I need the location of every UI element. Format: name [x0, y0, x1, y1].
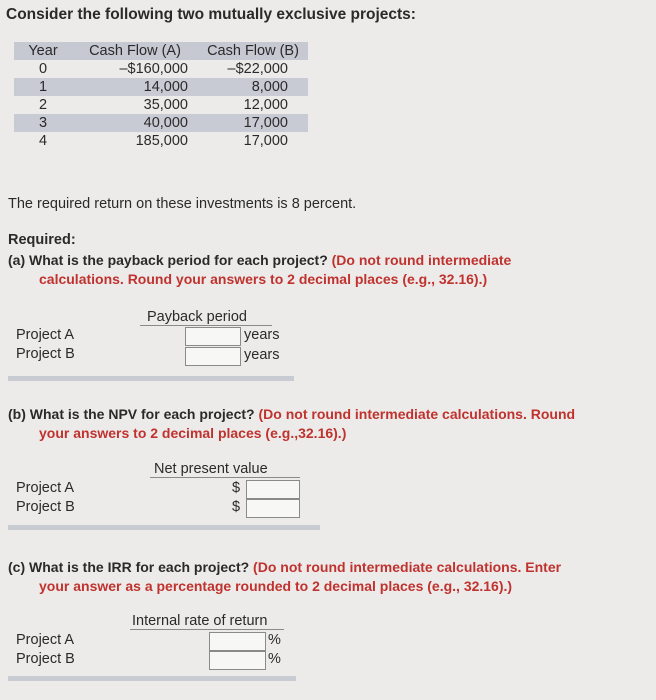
header-cash-flow-a: Cash Flow (A) — [72, 42, 198, 60]
header-underline — [140, 325, 272, 326]
irr-project-a-label: Project A — [16, 632, 75, 648]
question-a-text: What is the payback period for each project? — [29, 252, 328, 268]
table-row — [14, 96, 308, 114]
question-b-text: What is the NPV for each project? — [29, 406, 255, 422]
question-a — [8, 251, 648, 289]
payback-project-b-input[interactable] — [185, 347, 241, 366]
cash-flow-a-cell: 40,000 — [72, 114, 198, 132]
question-c — [8, 558, 648, 596]
cash-flow-b-cell: 17,000 — [243, 133, 288, 149]
header-year: Year — [14, 42, 72, 60]
year-cell: 3 — [14, 114, 72, 132]
payback-project-b-label: Project B — [16, 346, 75, 362]
table-row — [14, 78, 308, 96]
table-header-row — [14, 42, 308, 60]
table-row — [14, 60, 308, 78]
irr-unit-a: % — [268, 632, 281, 648]
question-c-text: What is the IRR for each project? — [29, 559, 250, 575]
cash-flow-b-cell: 12,000 — [243, 97, 288, 113]
page-title: Consider the following two mutually exclusive projects: — [6, 6, 416, 23]
question-b-instruction: (Do not round intermediate calculations. Round — [258, 406, 576, 422]
question-b-instruction-cont: your answers to 2 decimal places (e.g.,32.16).) — [39, 425, 347, 441]
npv-project-a-label: Project A — [16, 480, 75, 496]
npv-header: Net present value — [154, 461, 268, 477]
divider — [8, 676, 296, 681]
table-row — [14, 132, 308, 150]
year-cell: 4 — [38, 133, 48, 149]
question-a-instruction-cont: calculations. Round your answers to 2 decimal places (e.g., 32.16).) — [39, 271, 488, 287]
payback-unit-a: years — [244, 327, 280, 343]
required-return-statement: The required return on these investments is 8 percent. — [8, 196, 357, 212]
npv-currency-b: $ — [232, 499, 241, 515]
divider — [8, 525, 320, 530]
question-c-instruction-cont: your answer as a percentage rounded to 2 decimal places (e.g., 32.16).) — [39, 578, 513, 594]
divider — [8, 376, 294, 381]
question-a-instruction: (Do not round intermediate — [331, 252, 512, 268]
required-heading: Required: — [8, 232, 76, 248]
irr-unit-b: % — [268, 651, 281, 667]
header-cash-flow-b: Cash Flow (B) — [198, 42, 308, 60]
year-cell: 0 — [38, 61, 48, 77]
payback-unit-b: years — [244, 347, 280, 363]
cash-flow-a-cell: 185,000 — [135, 133, 188, 149]
cash-flow-a-cell: –$160,000 — [119, 61, 188, 77]
cash-flow-table — [14, 42, 308, 150]
npv-project-b-label: Project B — [16, 499, 75, 515]
cash-flow-a-cell: 14,000 — [72, 78, 198, 96]
cash-flow-b-cell: –$22,000 — [227, 61, 288, 77]
cash-flow-a-cell: 35,000 — [143, 97, 188, 113]
cash-flow-b-cell: 17,000 — [198, 114, 308, 132]
table-row — [14, 114, 308, 132]
cash-flow-b-cell: 8,000 — [198, 78, 308, 96]
irr-header: Internal rate of return — [132, 613, 268, 629]
npv-project-b-input[interactable] — [246, 499, 300, 518]
year-cell: 1 — [14, 78, 72, 96]
irr-project-b-input[interactable] — [209, 651, 266, 670]
payback-project-a-label: Project A — [16, 327, 75, 343]
question-c-letter: (c) — [8, 559, 26, 575]
header-underline — [150, 477, 300, 478]
question-b-letter: (b) — [8, 406, 26, 422]
payback-period-header: Payback period — [147, 309, 247, 325]
npv-currency-a: $ — [232, 480, 241, 496]
question-a-letter: (a) — [8, 252, 26, 268]
question-c-instruction: (Do not round intermediate calculations. Enter — [253, 559, 562, 575]
question-b — [8, 405, 648, 443]
irr-project-a-input[interactable] — [209, 632, 266, 651]
irr-project-b-label: Project B — [16, 651, 75, 667]
header-underline — [130, 629, 284, 630]
year-cell: 2 — [38, 97, 48, 113]
npv-project-a-input[interactable] — [246, 480, 300, 499]
payback-project-a-input[interactable] — [185, 327, 241, 346]
